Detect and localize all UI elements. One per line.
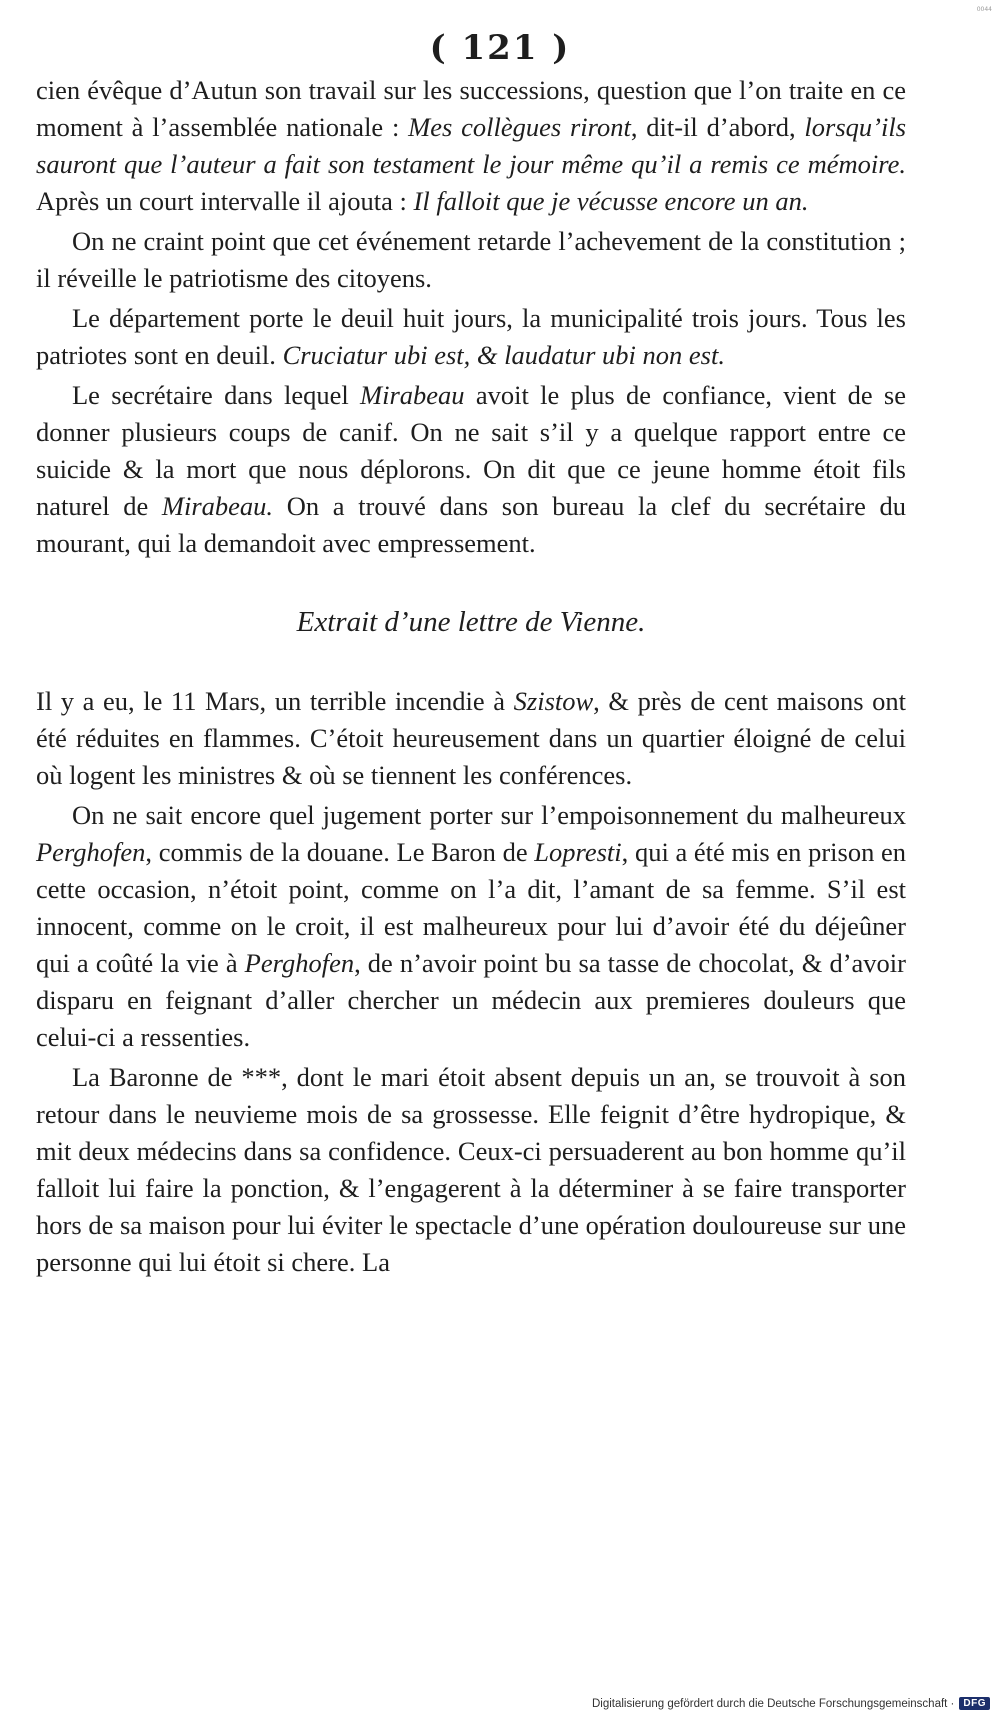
paragraph-6: On ne sait encore quel jugement porter sur l’empoisonnement du malheureux Perghofen, commis de la douane. Le Baron de Lopresti, qui a été mis en prison en cette occasion, n’étoit point, comme on l’a dit, l’amant de sa femme. S’il est innocent, comme on le croit, il est malheureux pour lui d’avoir été du déjeûner qui a coûté la vie à Perghofen, de n’avoir point bu sa tasse de chocolat, & d’avoir disparu en feignant d’aller chercher un médecin aux premieres douleurs que celui-ci a ressenties. bbox=[36, 800, 907, 1052]
paragraph-1: cien évêque d’Autun son travail sur les successions, question que l’on traite en ce moment à l’assemblée nationale : Mes collègues riront, dit-il d’abord, lorsqu’ils sauront que l’auteur a fait son testament le jour même qu’il a remis ce mémoire. Après un court intervalle il ajouta : Il falloit que je vécusse encore un an. bbox=[36, 75, 907, 216]
body-text bbox=[36, 72, 906, 1281]
paragraph-3: Le département porte le deuil huit jours, la municipalité trois jours. Tous les patriotes sont en deuil. Cruciatur ubi est, & laudatur ubi non est. bbox=[36, 303, 906, 370]
section-heading: Extrait d’une lettre de Vienne. bbox=[296, 606, 646, 638]
dfg-logo-icon: DFG bbox=[959, 1697, 990, 1710]
credit-text: Digitalisierung gefördert durch die Deutsche Forschungsgemeinschaft · bbox=[591, 1697, 955, 1710]
paragraph-7: La Baronne de ***, dont le mari étoit absent depuis un an, se trouvoit à son retour dans le neuvieme mois de sa grossesse. Elle feignit d’être hydropique, & mit deux médecins dans sa confidence. Ceux-ci persuaderent au bon homme qu’il falloit lui faire la ponction, & l’engagerent à la déterminer à se faire transporter hors de sa maison pour lui éviter le spectacle d’une opération douloureuse sur une personne qui lui étoit si chere. La bbox=[36, 1062, 906, 1277]
digitization-credit bbox=[592, 1697, 990, 1710]
paragraph-2: On ne craint point que cet événement retarde l’achevement de la constitution ; il réveille le patriotisme des citoyens. bbox=[36, 226, 906, 293]
page-number: ( 121 ) bbox=[429, 28, 571, 68]
paragraph-4: Le secrétaire dans lequel Mirabeau avoit le plus de confiance, vient de se donner plusieurs coups de canif. On ne sait s’il y a quelque rapport entre ce suicide & la mort que nous déplorons. On dit que ce jeune homme étoit fils naturel de Mirabeau. On a trouvé dans son bureau la clef du secrétaire du mourant, qui la demandoit avec empressement. bbox=[36, 380, 907, 558]
paragraph-5: Il y a eu, le 11 Mars, un terrible incendie à Szistow, & près de cent maisons ont été réduites en flammes. C’étoit heureusement dans un quartier éloigné de celui où logent les ministres & où se tiennent les conférences. bbox=[36, 686, 906, 790]
scan-id-mark: 0044 bbox=[976, 6, 992, 13]
